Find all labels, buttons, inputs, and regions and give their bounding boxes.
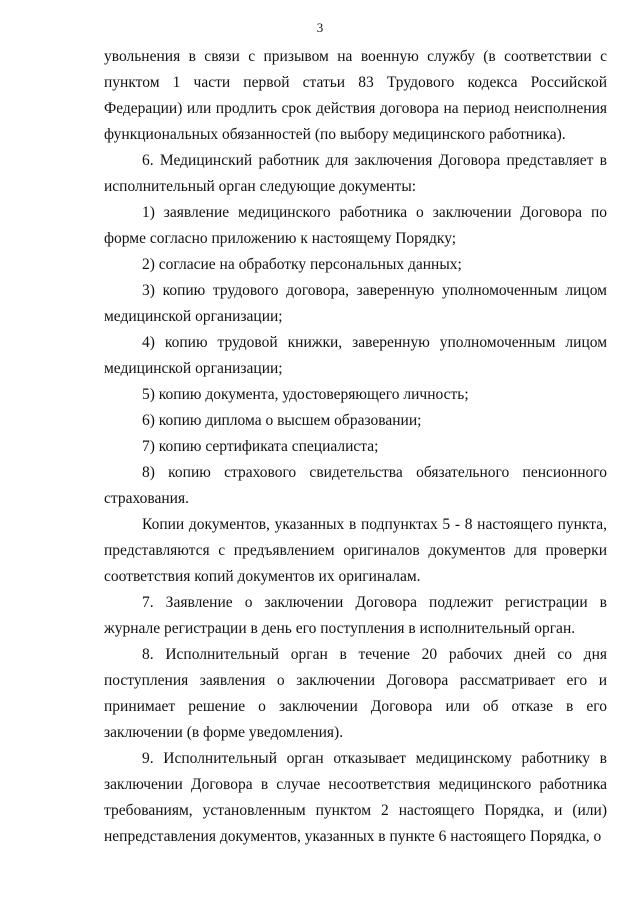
list-item: 6) копию диплома о высшем образовании; <box>142 412 422 429</box>
list-item: 8) копию страхового свидетельства обязательного пенсионного страхования. <box>104 464 607 507</box>
list-item: 2) согласие на обработку персональных данных; <box>142 256 462 273</box>
list-item: 1) заявление медицинского работника о заключении Договора по форме согласно приложению к настоящему Порядку; <box>104 204 607 247</box>
paragraph: 6. Медицинский работник для заключения Договора представляет в исполнительный орган следующие документы: <box>104 152 607 195</box>
paragraph: 7. Заявление о заключении Договора подлежит регистрации в журнале регистрации в день его поступления в исполнительный орган. <box>104 594 607 637</box>
paragraph: 8. Исполнительный орган в течение 20 рабочих дней со дня поступления заявления о заключении Договора рассматривает его и принимает решение о заключении Договора или об отказе в его заключении (в форме уведомления). <box>104 646 607 741</box>
paragraph: Копии документов, указанных в подпунктах 5 - 8 настоящего пункта, представляются с предъявлением оригиналов документов для проверки соответствия копий документов их оригиналам. <box>104 516 607 585</box>
list-item: 3) копию трудового договора, заверенную уполномоченным лицом медицинской организации; <box>104 282 607 325</box>
list-item: 7) копию сертификата специалиста; <box>142 438 379 455</box>
paragraph: 9. Исполнительный орган отказывает медицинскому работнику в заключении Договора в случае несоответствия медицинского работника требованиям, установленным пунктом 2 настоящего Порядка, и (или) непредставления документов, указанных в пункте 6 настоящего Порядка, о <box>104 750 607 845</box>
paragraph: увольнения в связи с призывом на военную службу (в соответствии с пунктом 1 части первой статьи 83 Трудового кодекса Российской Федерации) или продлить срок действия договора на период неисполнения функциональных обязанностей (по выбору медицинского работника). <box>104 48 607 143</box>
page-number: 3 <box>316 20 324 35</box>
list-item: 4) копию трудовой книжки, заверенную уполномоченным лицом медицинской организации; <box>104 334 607 377</box>
list-item: 5) копию документа, удостоверяющего личность; <box>142 386 469 403</box>
document-body <box>104 44 607 850</box>
